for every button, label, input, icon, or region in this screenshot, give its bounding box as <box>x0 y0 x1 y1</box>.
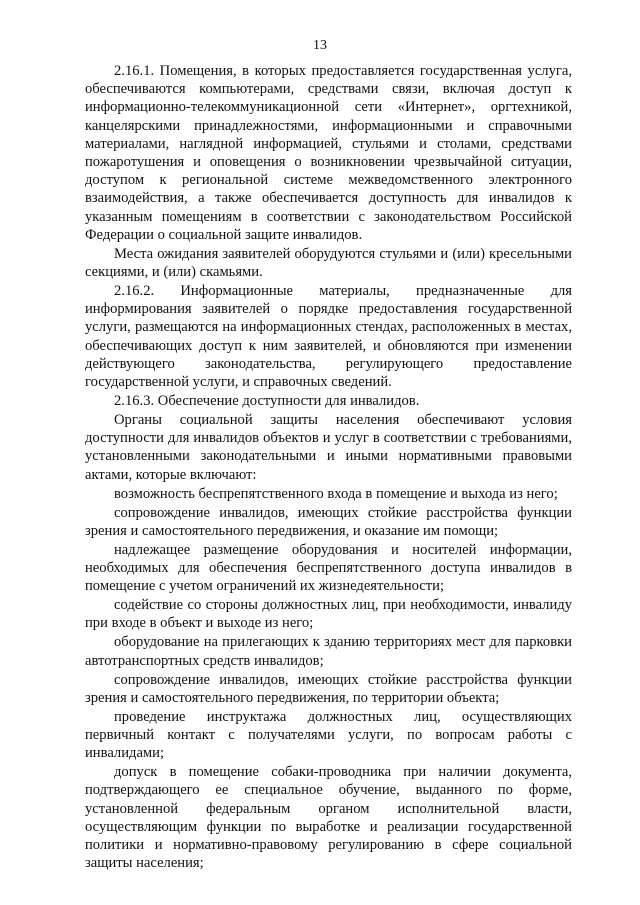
list-item-staff-briefing: проведение инструктажа должностных лиц, осуществляющих первичный контакт с получателями услуги, по вопросам работы с инвалидами; <box>85 708 572 762</box>
list-item-free-entry: возможность беспрепятственного входа в помещение и выхода из него; <box>114 485 558 502</box>
list-item-equipment-placement: надлежащее размещение оборудования и носителей информации, необходимых для обеспечения беспрепятственного доступа инвалидов в помещение с учетом ограничений их жизнедеятельности; <box>85 541 572 595</box>
list-item-official-assistance: содействие со стороны должностных лиц, при необходимости, инвалиду при входе в объект и выходе из него; <box>85 597 572 632</box>
paragraph-social-protection-bodies: Органы социальной защиты населения обеспечивают условия доступности для инвалидов объектов и услуг в соответствии с требованиями, установленными законодательными и иными нормативными правовыми актами, которые включают: <box>85 412 572 483</box>
list-item-escort-assistance: сопровождение инвалидов, имеющих стойкие расстройства функции зрения и самостоятельного передвижения, и оказание им помощи; <box>85 504 572 539</box>
document-body <box>85 62 572 873</box>
list-item-guide-dog: допуск в помещение собаки-проводника при наличии документа, подтверждающего ее специальное обучение, выданного по форме, установленной федеральным органом исполнительной власти, осуществляющим функции по выработке и реализации государственной политики и нормативно-правовому регулированию в сфере социальной защиты населения; <box>85 764 572 872</box>
page-number: 13 <box>313 38 327 53</box>
paragraph-2-16-3: 2.16.3. Обеспечение доступности для инвалидов. <box>114 393 420 410</box>
paragraph-waiting-places: Места ожидания заявителей оборудуются стульями и (или) кресельными секциями, и (или) скамьями. <box>85 245 572 281</box>
list-item-parking: оборудование на прилегающих к зданию территориях мест для парковки автотранспортных средств инвалидов; <box>85 634 572 669</box>
list-item-escort-territory: сопровождение инвалидов, имеющих стойкие расстройства функции зрения и самостоятельного передвижения, по территории объекта; <box>85 671 572 706</box>
paragraph-2-16-2: 2.16.2. Информационные материалы, предназначенные для информирования заявителей о порядке предоставления государственной услуги, размещаются на информационных стендах, расположенных в местах, обеспечивающих доступ к ним заявителей, и обновляются при изменении действующего законодательства, регулирующего предоставление государственной услуги, и справочных сведений. <box>85 283 572 391</box>
paragraph-2-16-1: 2.16.1. Помещения, в которых предоставляется государственная услуга, обеспечиваются компьютерами, средствами связи, включая доступ к информационно-телекоммуникационной сети «Интернет», оргтехникой, канцелярскими принадлежностями, информационными и справочными материалами, наглядной информацией, стульями и столами, средствами пожаротушения и оповещения о возникновении чрезвычайной ситуации, доступом к региональной системе межведомственного электронного взаимодействия, а также обеспечивается доступность для инвалидов к указанным помещениям в соответствии с законодательством Российской Федерации о социальной защите инвалидов. <box>85 63 572 243</box>
